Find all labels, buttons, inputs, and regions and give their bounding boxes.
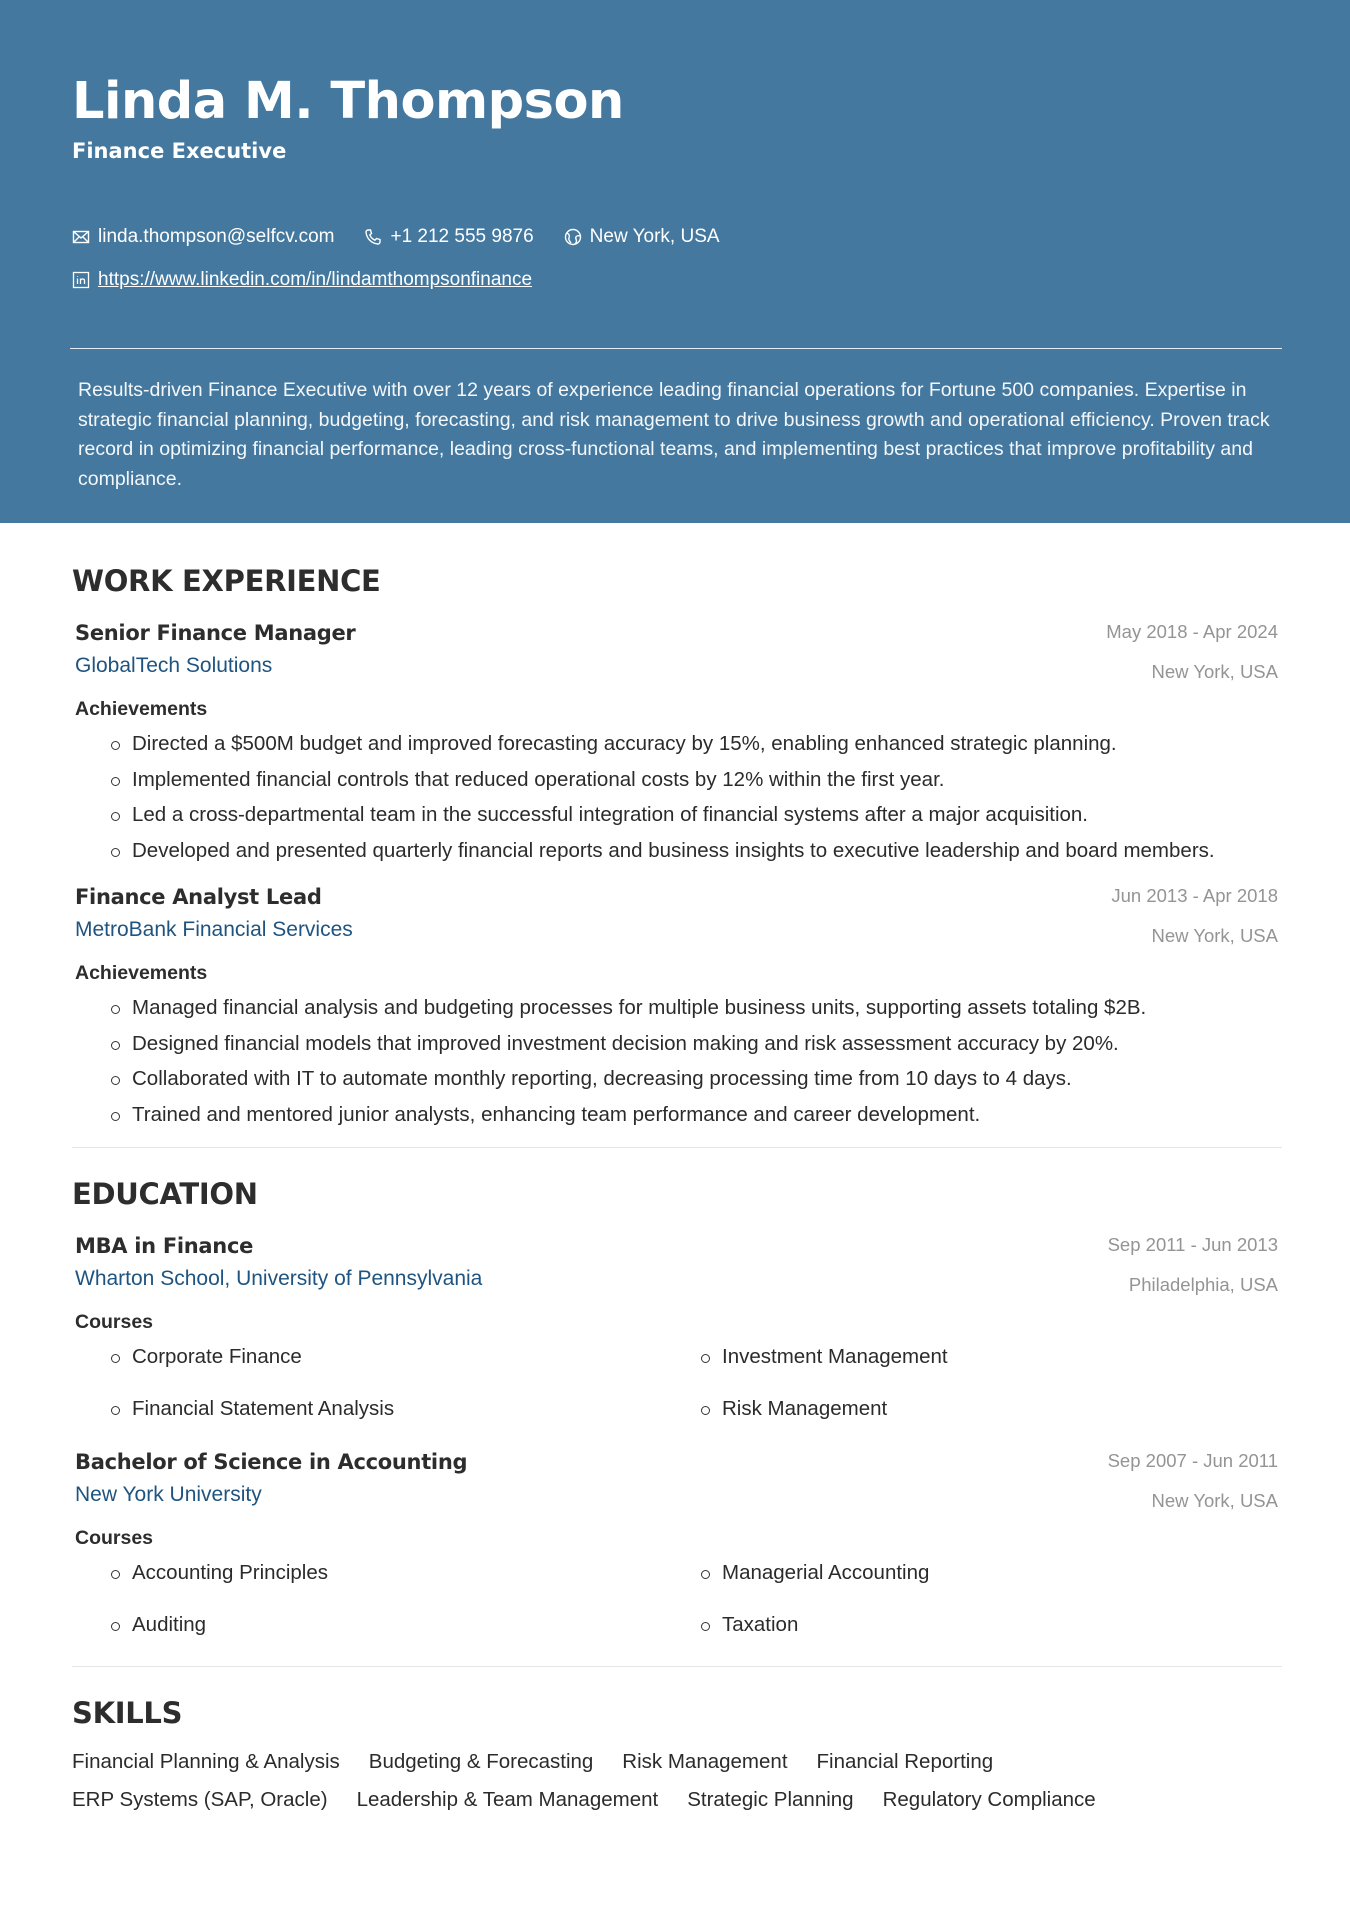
- skill-item: Risk Management: [622, 1750, 788, 1773]
- job-dates: Jun 2013 - Apr 2018: [1111, 885, 1278, 906]
- skill-item: ERP Systems (SAP, Oracle): [72, 1788, 328, 1811]
- list-item: Managerial Accounting: [665, 1558, 1255, 1610]
- location-text: New York, USA: [589, 226, 720, 247]
- list-item: Investment Management: [665, 1342, 1255, 1394]
- courses-label: Courses: [75, 1311, 154, 1333]
- section-title-education: EDUCATION: [72, 1177, 258, 1211]
- work-entry: [72, 617, 1280, 865]
- education-location: New York, USA: [1151, 1490, 1278, 1511]
- education-entry: [72, 1446, 1280, 1662]
- contact-email[interactable]: [72, 226, 334, 248]
- linkedin-icon: [72, 271, 90, 289]
- job-title: Finance Analyst Lead: [75, 885, 322, 909]
- achievements-list: [75, 993, 1280, 1129]
- globe-icon: [564, 228, 582, 246]
- list-item: Led a cross-departmental team in the successful integration of financial systems after a major acquisition.: [75, 800, 1280, 830]
- phone-text: +1 212 555 9876: [390, 226, 534, 247]
- contact-location: [564, 226, 720, 248]
- section-title-work: WORK EXPERIENCE: [72, 564, 381, 598]
- job-dates: May 2018 - Apr 2024: [1106, 621, 1278, 642]
- section-divider: [72, 1666, 1282, 1667]
- achievements-label: Achievements: [75, 698, 208, 720]
- skill-item: Leadership & Team Management: [356, 1788, 659, 1811]
- header-divider: [70, 348, 1282, 349]
- candidate-name: Linda M. Thompson: [72, 72, 624, 131]
- list-item: Designed financial models that improved investment decision making and risk assessment accuracy by 20%.: [75, 1029, 1280, 1059]
- education-entry: [72, 1230, 1280, 1446]
- degree-title: Bachelor of Science in Accounting: [75, 1450, 468, 1474]
- list-item: Accounting Principles: [75, 1558, 665, 1610]
- contact-phone[interactable]: [364, 226, 533, 248]
- list-item: Financial Statement Analysis: [75, 1394, 665, 1446]
- company-name: GlobalTech Solutions: [75, 654, 273, 677]
- list-item: Corporate Finance: [75, 1342, 665, 1394]
- list-item: Collaborated with IT to automate monthly reporting, decreasing processing time from 10 days to 4 days.: [75, 1064, 1280, 1094]
- degree-title: MBA in Finance: [75, 1234, 254, 1258]
- list-item: Trained and mentored junior analysts, enhancing team performance and career development.: [75, 1100, 1280, 1130]
- profile-summary: Results-driven Finance Executive with over 12 years of experience leading financial operations for Fortune 500 companies. Expertise in strategic financial planning, budgeting, forecasting, and risk management to drive business growth and operational efficiency. Proven track record in optimizing financial performance, leading cross-functional teams, and implementing best practices that improve profitability and compliance.: [78, 379, 1270, 490]
- job-location: New York, USA: [1151, 661, 1278, 682]
- list-item: Risk Management: [665, 1394, 1255, 1446]
- job-location: New York, USA: [1151, 925, 1278, 946]
- candidate-role: Finance Executive: [72, 139, 287, 163]
- resume-body: [0, 523, 1350, 1819]
- list-item: Managed financial analysis and budgeting processes for multiple business units, supporting assets totaling $2B.: [75, 993, 1280, 1023]
- section-divider: [72, 1147, 1282, 1148]
- section-title-skills: SKILLS: [72, 1696, 183, 1730]
- work-experience-section: [72, 561, 1280, 1129]
- contact-row-1: [72, 222, 1280, 252]
- courses-list: [75, 1342, 1280, 1446]
- list-item: Developed and presented quarterly financial reports and business insights to executive leadership and board members.: [75, 836, 1280, 866]
- skills-section: [72, 1693, 1280, 1819]
- mail-icon: [72, 228, 90, 246]
- school-name: New York University: [75, 1483, 262, 1506]
- courses-label: Courses: [75, 1527, 154, 1549]
- education-location: Philadelphia, USA: [1128, 1274, 1278, 1295]
- contact-linkedin[interactable]: [72, 269, 532, 291]
- skill-item: Financial Planning & Analysis: [72, 1750, 340, 1773]
- job-title: Senior Finance Manager: [75, 621, 356, 645]
- education-dates: Sep 2007 - Jun 2011: [1107, 1450, 1278, 1471]
- email-text[interactable]: linda.thompson@selfcv.com: [98, 226, 335, 247]
- skills-list: [72, 1743, 1222, 1819]
- linkedin-link[interactable]: https://www.linkedin.com/in/lindamthompsonfinance: [98, 269, 533, 290]
- skill-item: Strategic Planning: [687, 1788, 854, 1811]
- skill-item: Financial Reporting: [816, 1750, 994, 1773]
- education-dates: Sep 2011 - Jun 2013: [1107, 1234, 1278, 1255]
- phone-icon: [364, 228, 382, 246]
- skill-item: Regulatory Compliance: [882, 1788, 1096, 1811]
- school-name: Wharton School, University of Pennsylvania: [75, 1267, 483, 1290]
- achievements-list: [75, 729, 1280, 865]
- courses-list: [75, 1558, 1280, 1662]
- list-item: Directed a $500M budget and improved forecasting accuracy by 15%, enabling enhanced strategic planning.: [75, 729, 1280, 759]
- achievements-label: Achievements: [75, 962, 208, 984]
- resume-header: [0, 0, 1350, 523]
- company-name: MetroBank Financial Services: [75, 918, 353, 941]
- list-item: Implemented financial controls that reduced operational costs by 12% within the first year.: [75, 765, 1280, 795]
- skill-item: Budgeting & Forecasting: [368, 1750, 594, 1773]
- list-item: Auditing: [75, 1610, 665, 1662]
- contact-row-2: [72, 265, 1280, 295]
- work-entry: [72, 881, 1280, 1129]
- contact-info: [72, 222, 1280, 295]
- list-item: Taxation: [665, 1610, 1255, 1662]
- education-section: [72, 1174, 1280, 1662]
